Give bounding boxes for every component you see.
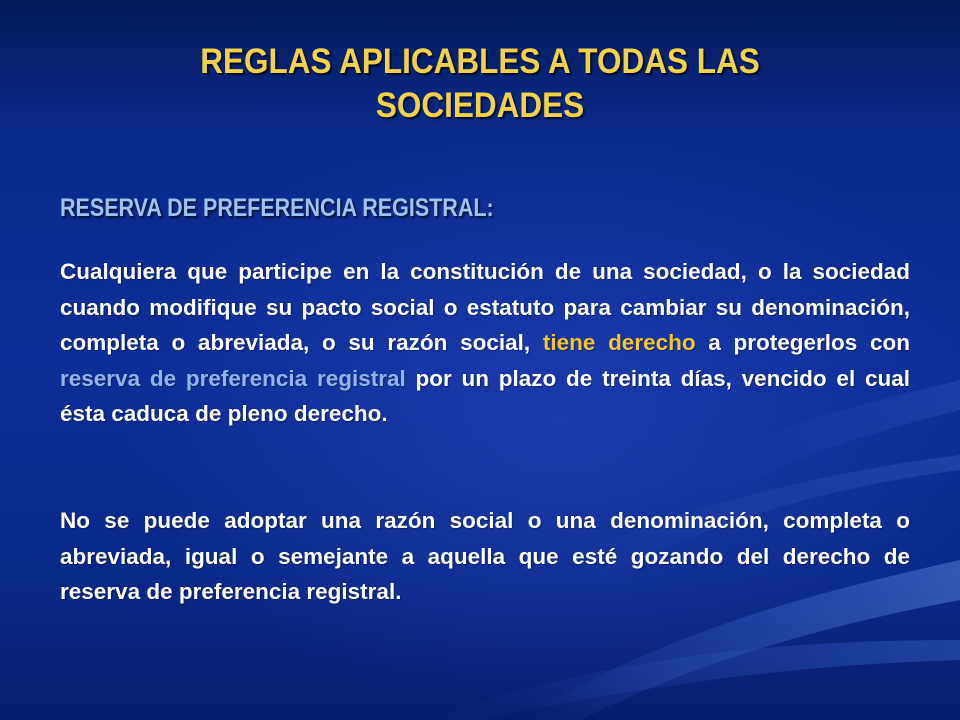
highlight-tiene-derecho: tiene derecho	[542, 330, 696, 355]
section-heading: RESERVA DE PREFERENCIA REGISTRAL:	[60, 194, 494, 222]
paragraph-prohibition: No se puede adoptar una razón social o una denominación, completa o abreviada, igual o semejante a aquella que esté gozando del derecho de reserva de preferencia registral.	[60, 508, 910, 604]
paragraph-reserva-definition	[60, 254, 910, 432]
slide-title: REGLAS APLICABLES A TODAS LAS SOCIEDADES	[200, 42, 760, 125]
paragraph-text: por un plazo de treinta días, vencido el cual ésta caduca de pleno derecho.	[60, 365, 910, 426]
paragraph-text: a protegerlos con	[695, 330, 911, 355]
paragraph-text: Cualquiera que participe en la constitución de una sociedad, o la sociedad cuando modifique su pacto social o estatuto para cambiar su denominación, completa o abreviada, o su razón social,	[60, 259, 910, 355]
highlight-reserva-preferencia: reserva de preferencia registral	[60, 365, 406, 391]
